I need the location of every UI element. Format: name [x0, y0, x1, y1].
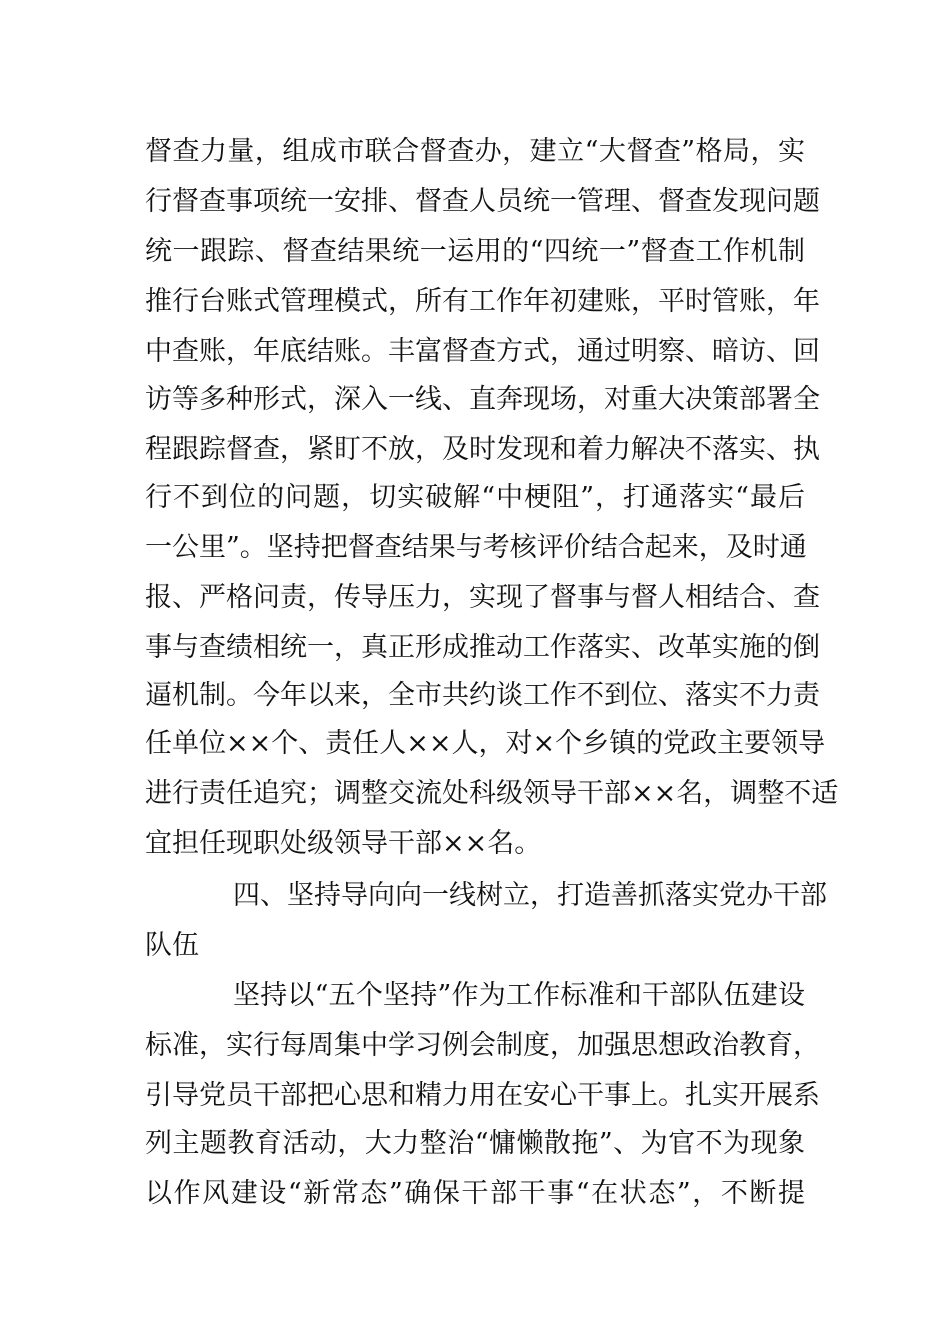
section-heading-continuation: 队伍 [145, 930, 199, 961]
paragraph-line: 推行台账式管理模式，所有工作年初建账，平时管账，年 [145, 286, 820, 317]
paragraph-line: 列主题教育活动，大力整治“慵懒散拖”、为官不为现象 [145, 1128, 805, 1159]
paragraph-line: 逼机制。今年以来，全市共约谈工作不到位、落实不力责 [145, 680, 820, 711]
paragraph-line: 行督查事项统一安排、督查人员统一管理、督查发现问题 [145, 186, 820, 217]
paragraph-line: 程跟踪督查，紧盯不放，及时发现和着力解决不落实、执 [145, 434, 820, 465]
paragraph-line: 引导党员干部把心思和精力用在安心干事上。扎实开展系 [145, 1080, 820, 1111]
paragraph-line: 中查账，年底结账。丰富督查方式，通过明察、暗访、回 [145, 336, 820, 367]
paragraph-line: 督查力量，组成市联合督查办，建立“大督查”格局，实 [145, 136, 805, 167]
paragraph-line: 标准，实行每周集中学习例会制度，加强思想政治教育， [145, 1030, 820, 1061]
paragraph-line: 以作风建设“新常态”确保干部干事“在状态”，不断提 [145, 1178, 805, 1209]
paragraph-line: 进行责任追究；调整交流处科级领导干部××名，调整不适 [145, 778, 839, 809]
paragraph-line: 一公里”。坚持把督查结果与考核评价结合起来，及时通 [145, 532, 807, 563]
paragraph-line: 行不到位的问题，切实破解“中梗阻”，打通落实“最后 [145, 482, 805, 513]
paragraph-line: 宜担任现职处级领导干部××名。 [145, 828, 542, 859]
paragraph-line: 事与查绩相统一，真正形成推动工作落实、改革实施的倒 [145, 632, 820, 663]
paragraph-line: 坚持以“五个坚持”作为工作标准和干部队伍建设 [233, 980, 805, 1011]
section-heading: 四、坚持导向向一线树立，打造善抓落实党办干部 [233, 880, 827, 911]
paragraph-line: 任单位××个、责任人××人，对×个乡镇的党政主要领导 [145, 728, 826, 759]
paragraph-line: 统一跟踪、督查结果统一运用的“四统一”督查工作机制 [145, 236, 805, 267]
paragraph-line: 访等多种形式，深入一线、直奔现场，对重大决策部署全 [145, 384, 820, 415]
paragraph-line: 报、严格问责，传导压力，实现了督事与督人相结合、查 [145, 582, 820, 613]
